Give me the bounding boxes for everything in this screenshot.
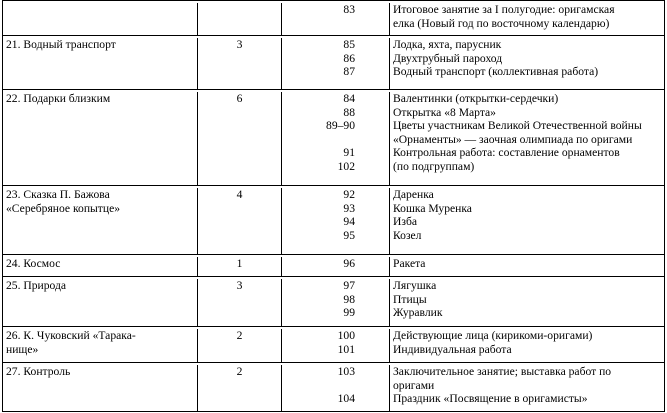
lesson-title: Двухтрубный пароход <box>393 51 503 65</box>
lesson-number: 83 <box>343 3 355 16</box>
lesson-number: 103 <box>337 365 355 378</box>
topic-title: 24. Космос <box>6 257 61 270</box>
lesson-title: «Орнаменты» — заочная олимпиада по оригами <box>393 132 633 146</box>
lesson-title: Ракета <box>393 257 426 270</box>
lesson-number: 97 <box>343 279 355 292</box>
lesson-title: Индивидуальная работа <box>393 342 512 356</box>
lesson-number-cell <box>282 365 390 411</box>
lesson-number-cell <box>282 188 390 254</box>
lesson-title: Валентинки (открытки-сердечки) <box>393 92 559 105</box>
table-row <box>3 327 664 363</box>
topic-cell <box>3 188 198 254</box>
table-row <box>3 277 664 327</box>
lesson-number: 96 <box>343 257 355 270</box>
lesson-title: Изба <box>393 215 417 229</box>
lesson-title: Контрольная работа: составление орнаментов <box>393 146 620 160</box>
spacer <box>282 379 389 393</box>
lesson-number-cell <box>282 329 390 362</box>
lesson-title: Даренка <box>393 188 434 201</box>
lesson-title: Действующие лица (кирикоми-оригами) <box>393 329 593 342</box>
hours-value: 2 <box>236 365 243 378</box>
lesson-title-cell <box>390 365 664 411</box>
lesson-number-cell <box>282 3 390 35</box>
lesson-number: 99 <box>343 306 355 320</box>
lesson-title: Открытка «8 Марта» <box>393 105 496 119</box>
lesson-number: 92 <box>343 188 355 201</box>
hours-value: 4 <box>236 188 243 201</box>
topic-cell <box>3 279 198 326</box>
lesson-number: 86 <box>343 51 355 65</box>
lesson-title: Праздник «Посвящение в оригамисты» <box>393 392 588 406</box>
lesson-number-cell <box>282 92 390 185</box>
lesson-title: Заключительное занятие; выставка работ по <box>393 365 612 378</box>
lesson-title-cell <box>390 279 664 326</box>
hours-cell <box>198 279 282 326</box>
lesson-number: 102 <box>337 159 355 173</box>
lesson-number: 94 <box>343 215 355 229</box>
lesson-number: 95 <box>343 228 355 242</box>
lesson-title: Козел <box>393 228 422 242</box>
table-row <box>3 90 664 186</box>
lesson-number-cell <box>282 38 390 89</box>
lesson-number: 88 <box>343 105 355 119</box>
hours-cell <box>198 92 282 185</box>
lesson-title: (по подгруппам) <box>393 159 475 173</box>
lesson-title: Птицы <box>393 292 427 306</box>
hours-value: 6 <box>236 92 243 105</box>
lesson-number-cell <box>282 257 390 276</box>
topic-cell <box>3 3 198 35</box>
lesson-number-cell <box>282 279 390 326</box>
topic-title: 27. Контроль <box>6 365 71 378</box>
hours-cell <box>198 38 282 89</box>
lesson-title-cell <box>390 38 664 89</box>
topic-cell <box>3 38 198 89</box>
table-row <box>3 1 664 36</box>
lesson-title: оригами <box>393 378 435 392</box>
topic-title: 23. Сказка П. Бажова <box>6 188 110 201</box>
lesson-title-cell <box>390 188 664 254</box>
topic-title: 25. Природа <box>6 279 67 292</box>
lesson-number: 104 <box>337 392 355 406</box>
topic-cell <box>3 365 198 411</box>
hours-cell <box>198 329 282 362</box>
hours-cell <box>198 257 282 276</box>
topic-title: «Серебряное копытце» <box>6 201 121 215</box>
spacer <box>282 133 389 147</box>
lesson-number: 91 <box>343 146 355 160</box>
topic-title: 21. Водный транспорт <box>6 38 116 51</box>
topic-cell <box>3 257 198 276</box>
topic-title: нище» <box>6 342 39 356</box>
hours-cell <box>198 188 282 254</box>
lesson-title: Лодка, яхта, парусник <box>393 38 502 51</box>
lesson-title-cell <box>390 329 664 362</box>
lesson-number: 89–90 <box>326 119 355 133</box>
lesson-title: Кошка Муренка <box>393 201 472 215</box>
topic-title: 26. К. Чуковский «Тарака- <box>6 329 136 342</box>
lesson-title: Цветы участникам Великой Отечественной войны <box>393 119 642 133</box>
lesson-title-cell <box>390 92 664 185</box>
lesson-title: Итоговое занятие за I полугодие: оригамская <box>393 3 615 16</box>
table-row <box>3 186 664 255</box>
table-row <box>3 36 664 90</box>
lesson-number: 84 <box>343 92 355 105</box>
topic-cell <box>3 92 198 185</box>
curriculum-table <box>2 0 665 412</box>
hours-value: 3 <box>236 38 243 51</box>
topic-cell <box>3 329 198 362</box>
lesson-number: 87 <box>343 65 355 79</box>
lesson-title: Журавлик <box>393 306 443 320</box>
hours-value: 3 <box>236 279 243 292</box>
table-row <box>3 363 664 411</box>
hours-cell <box>198 365 282 411</box>
lesson-number: 93 <box>343 201 355 215</box>
lesson-number: 85 <box>343 38 355 51</box>
hours-value: 1 <box>236 257 243 270</box>
lesson-title: елка (Новый год по восточному календарю) <box>393 16 610 30</box>
lesson-number: 98 <box>343 292 355 306</box>
lesson-title-cell <box>390 257 664 276</box>
hours-value <box>198 3 281 17</box>
hours-cell <box>198 3 282 35</box>
topic-title: 22. Подарки близким <box>6 92 111 105</box>
lesson-number: 100 <box>337 329 355 342</box>
lesson-title: Лягушка <box>393 279 437 292</box>
hours-value: 2 <box>236 329 243 342</box>
table-row <box>3 255 664 277</box>
lesson-title-cell <box>390 3 664 35</box>
lesson-title: Водный транспорт (коллективная работа) <box>393 65 599 79</box>
lesson-number: 101 <box>337 342 355 356</box>
